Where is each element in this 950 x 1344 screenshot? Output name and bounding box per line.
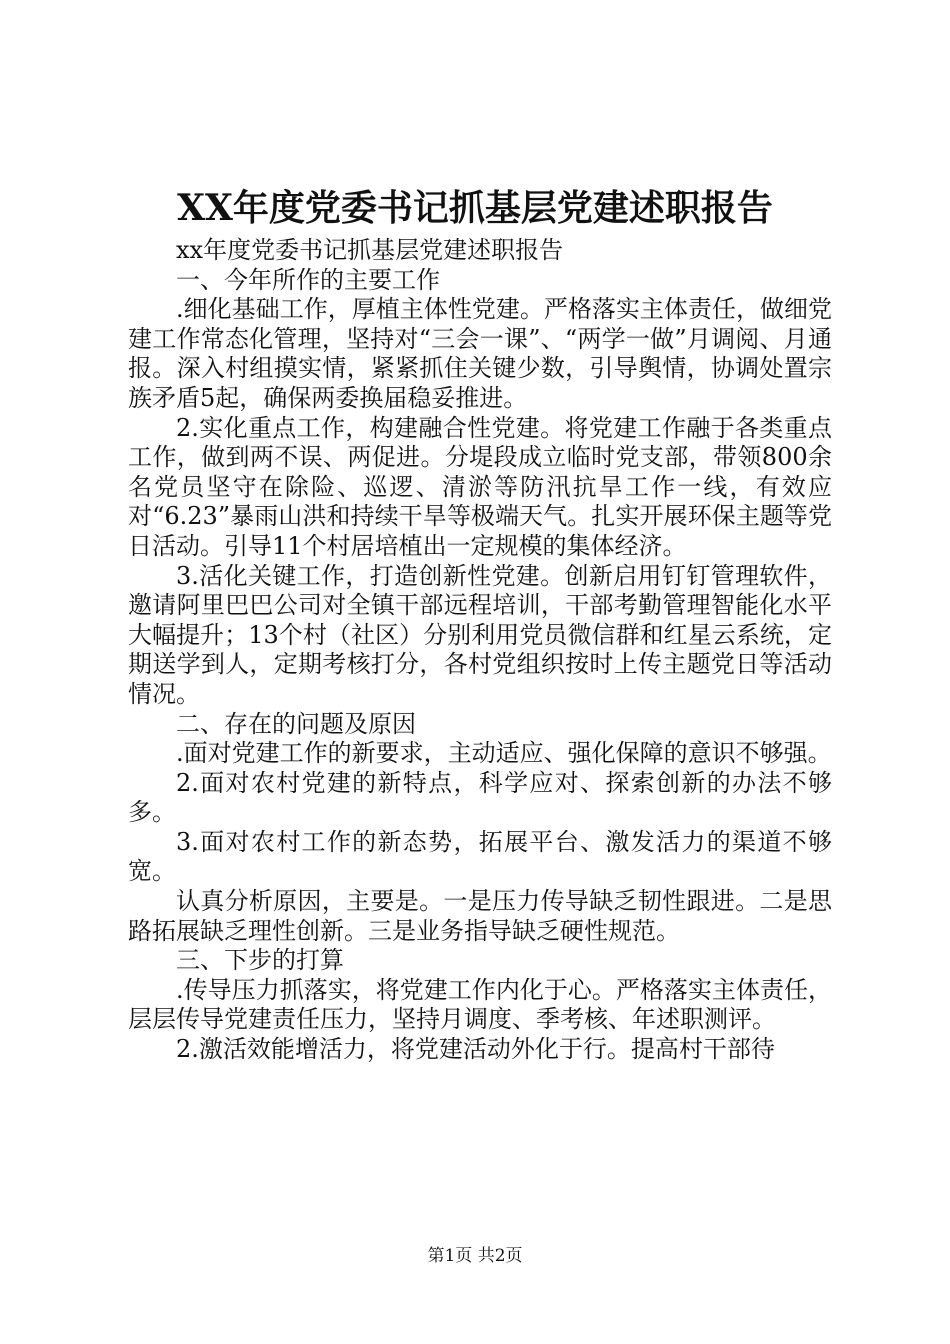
paragraph: .传导压力抓落实，将党建工作内化于心。严格落实主体责任，层层传导党建责任压力，坚持月调度、季考核、年述职测评。 [128, 975, 832, 1034]
page-footer: 第1页 共2页 [427, 1246, 523, 1266]
paragraph: 3.活化关键工作，打造创新性党建。创新启用钉钉管理软件，邀请阿里巴巴公司对全镇干部远程培训，干部考勤管理智能化水平大幅提升；13个村（社区）分别利用党员微信群和红星云系统，定期送学到人，定期考核打分，各村党组织按时上传主题党日等活动情况。 [128, 561, 832, 708]
paragraph: .细化基础工作，厚植主体性党建。严格落实主体责任，做细党建工作常态化管理，坚持对“三会一课”、“两学一做”月调阅、月通报。深入村组摸实情，紧紧抓住关键少数，引导舆情，协调处置宗族矛盾5起，确保两委换届稳妥推进。 [128, 295, 832, 412]
paragraph: 2.实化重点工作，构建融合性党建。将党建工作融于各类重点工作，做到两不误、两促进。分堤段成立临时党支部，带领800余名党员坚守在除险、巡逻、清淤等防汛抗旱工作一线，有效应对“6.23”暴雨山洪和持续干旱等极端天气。扎实开展环保主题等党日活动。引导11个村居培植出一定规模的集体经济。 [128, 413, 832, 560]
paragraph: 2.激活效能增活力，将党建活动外化于行。提高村干部待 [176, 1035, 775, 1064]
paragraph: 认真分析原因，主要是。一是压力传导缺乏韧性跟进。二是思路拓展缺乏理性创新。三是业务指导缺乏硬性规范。 [128, 887, 832, 945]
paragraph-subtitle: xx年度党委书记抓基层党建述职报告 [176, 236, 564, 264]
paragraph: 2.面对农村党建的新特点，科学应对、探索创新的办法不够多。 [128, 768, 832, 827]
section-heading-2: 二、存在的问题及原因 [176, 709, 416, 738]
section-heading-3: 三、下步的打算 [176, 946, 344, 975]
paragraph: 3.面对农村工作的新态势，拓展平台、激发活力的渠道不够宽。 [128, 827, 832, 886]
document-body [128, 236, 832, 1065]
section-heading-1: 一、今年所作的主要工作 [176, 265, 440, 294]
document-title: XX年度党委书记抓基层党建述职报告 [177, 187, 773, 229]
paragraph: .面对党建工作的新要求，主动适应、强化保障的意识不够强。 [176, 739, 832, 768]
